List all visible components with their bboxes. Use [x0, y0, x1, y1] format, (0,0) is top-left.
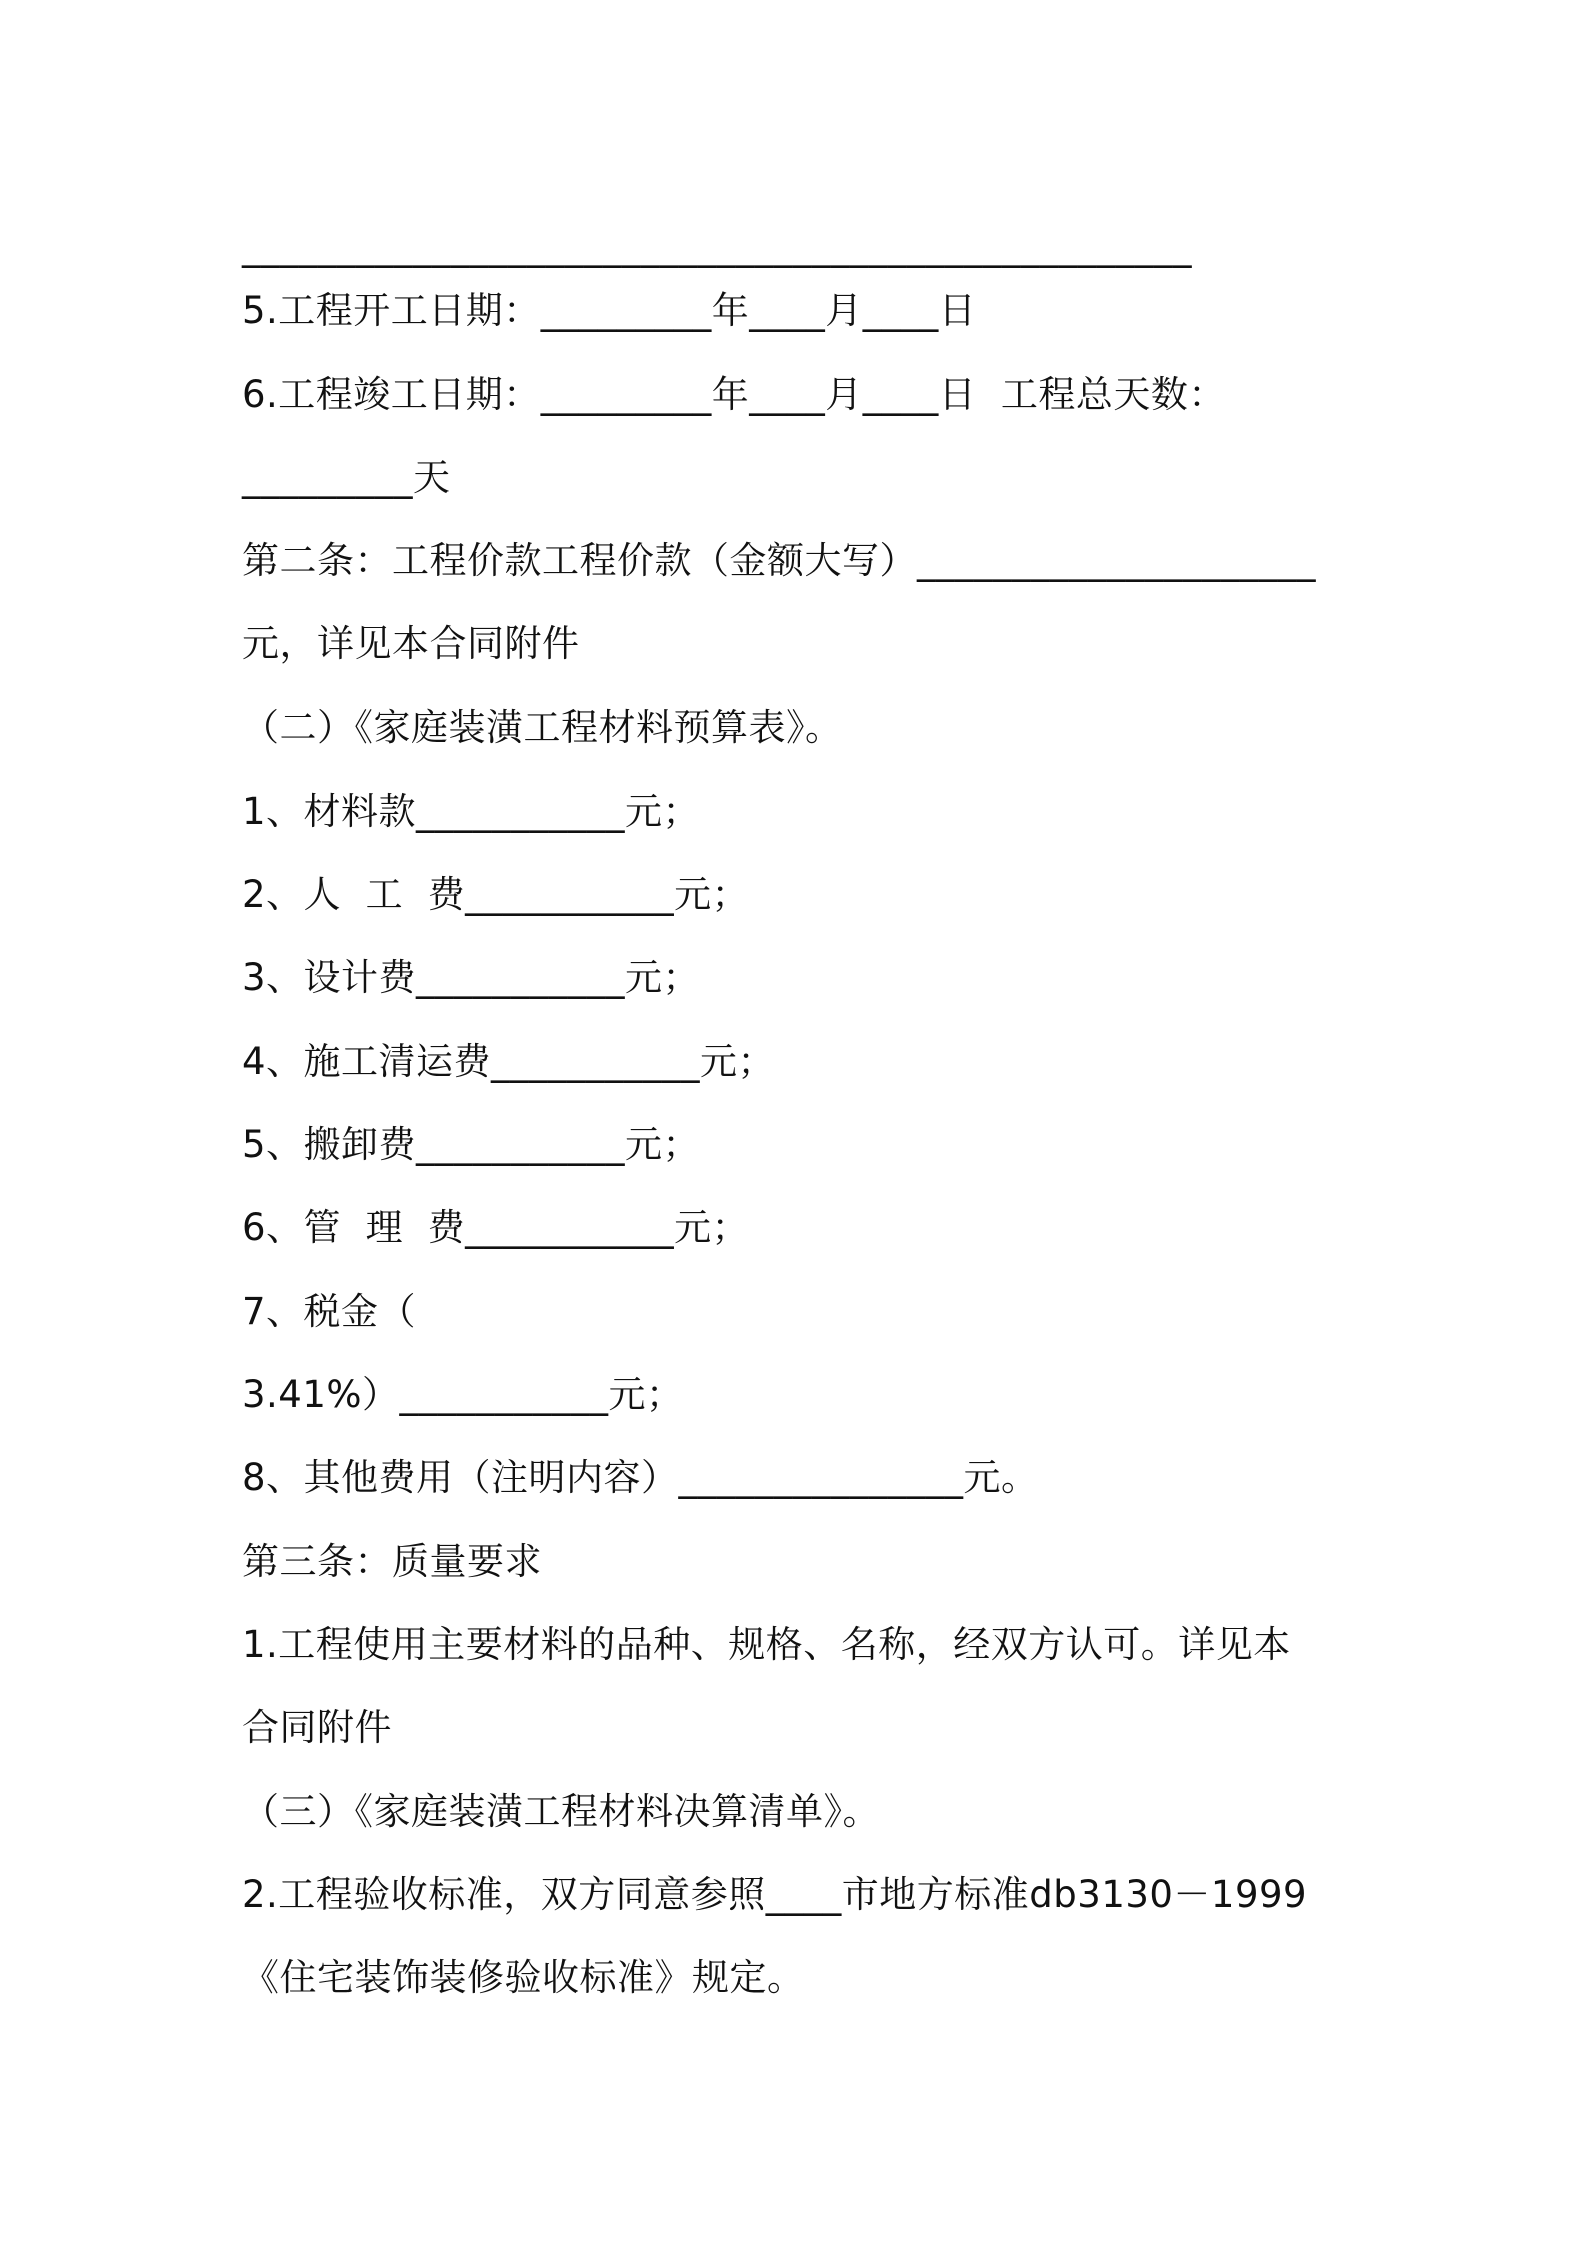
- quality-clause-two-continued: 《住宅装饰装修验收标准》规定。: [242, 1956, 805, 1999]
- cost-item-design: 3、设计费___________元；: [242, 956, 701, 999]
- completion-date-line: 6.工程竣工日期：_________年____月____日 工程总天数：: [242, 373, 1226, 416]
- quality-clause-two: 2.工程验收标准，双方同意参照____市地方标准db3130－1999: [242, 1873, 1308, 1916]
- cost-item-management: 6、管 理 费___________元；: [242, 1206, 750, 1249]
- cost-item-cleanup: 4、施工清运费___________元；: [242, 1040, 776, 1083]
- quality-clause-one: 1.工程使用主要材料的品种、规格、名称，经双方认可。详见本: [242, 1623, 1291, 1666]
- cost-item-tax: 7、税金（: [242, 1290, 417, 1333]
- start-date-line: 5.工程开工日期：_________年____月____日: [242, 289, 977, 332]
- settlement-list-reference: （三）《家庭装潢工程材料决算清单》。: [242, 1790, 880, 1833]
- article-two-heading: 第二条：工程价款工程价款（金额大写）_____________________: [242, 539, 1316, 582]
- cost-item-tax-rate: 3.41%）___________元；: [242, 1373, 684, 1416]
- quality-clause-one-continued: 合同附件: [242, 1706, 392, 1749]
- cost-item-other: 8、其他费用（注明内容）_______________元。: [242, 1456, 1039, 1499]
- article-three-heading: 第三条：质量要求: [242, 1540, 542, 1583]
- total-days-line: _________天: [242, 456, 451, 499]
- budget-table-reference: （二）《家庭装潢工程材料预算表》。: [242, 706, 843, 749]
- separator-line: __________________________________________________: [242, 225, 1192, 268]
- article-two-continued: 元，详见本合同附件: [242, 622, 580, 665]
- cost-item-materials: 1、材料款___________元；: [242, 790, 701, 833]
- cost-item-handling: 5、搬卸费___________元；: [242, 1123, 701, 1166]
- cost-item-labor: 2、人 工 费___________元；: [242, 873, 750, 916]
